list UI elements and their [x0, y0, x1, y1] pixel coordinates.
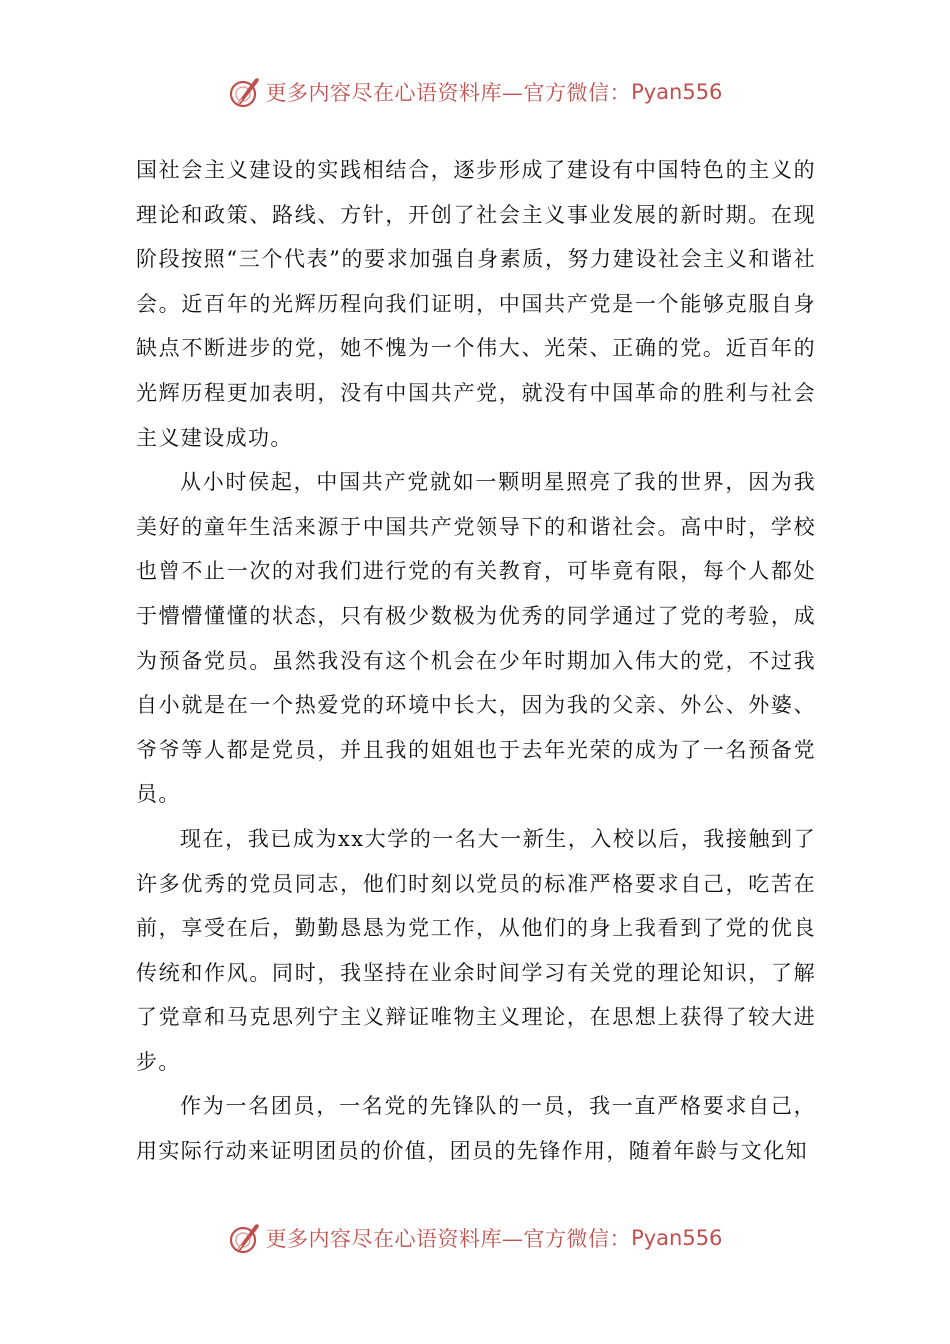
paragraph-4: 作为一名团员，一名党的先锋队的一员，我一直严格要求自己，用实际行动来证明团员的价值，团员的先锋作用，随着年龄与文化知 [136, 1094, 816, 1164]
footer-banner [0, 1218, 950, 1258]
paragraph-1: 国社会主义建设的实践相结合，逐步形成了建设有中国特色的主义的理论和政策、路线、方针，开创了社会主义事业发展的新时期。在现阶段按照“三个代表”的要求加强自身素质，努力建设社会主义和谐社会。近百年的光辉历程向我们证明，中国共产党是一个能够克服自身缺点不断进步的党，她不愧为一个伟大、光荣、正确的党。近百年的光辉历程更加表明，没有中国共产党，就没有中国革命的胜利与社会主义建设成功。 [136, 158, 816, 450]
header-wechat-id: Pyan556 [631, 80, 723, 104]
quill-logo-icon [228, 1221, 262, 1255]
footer-wechat-id: Pyan556 [631, 1226, 723, 1250]
footer-site-text: 更多内容尽在心语资料库—官方微信： [265, 1227, 632, 1251]
paragraph-2: 从小时侯起，中国共产党就如一颗明星照亮了我的世界，因为我美好的童年生活来源于中国共产党领导下的和谐社会。高中时，学校也曾不止一次的对我们进行党的有关教育，可毕竟有限，每个人都处于懵懵懂懂的状态，只有极少数极为优秀的同学通过了党的考验，成为预备党员。虽然我没有这个机会在少年时期加入伟大的党，不过我自小就是在一个热爱党的环境中长大，因为我的父亲、外公、外婆、爷爷等人都是党员，并且我的姐姐也于去年光荣的成为了一名预备党员。 [136, 470, 816, 807]
header-site-text: 更多内容尽在心语资料库—官方微信： [265, 81, 632, 105]
paragraph-3: 现在，我已成为xx大学的一名大一新生，入校以后，我接触到了许多优秀的党员同志，他们时刻以党员的标准严格要求自己，吃苦在前，享受在后，勤勤恳恳为党工作，从他们的身上我看到了党的优良传统和作风。同时，我坚持在业余时间学习有关党的理论知识，了解了党章和马克思列宁主义辩证唯物主义理论，在思想上获得了较大进步。 [136, 826, 816, 1074]
header-banner [0, 72, 950, 112]
quill-logo-icon [228, 75, 262, 109]
document-body [136, 148, 816, 1174]
